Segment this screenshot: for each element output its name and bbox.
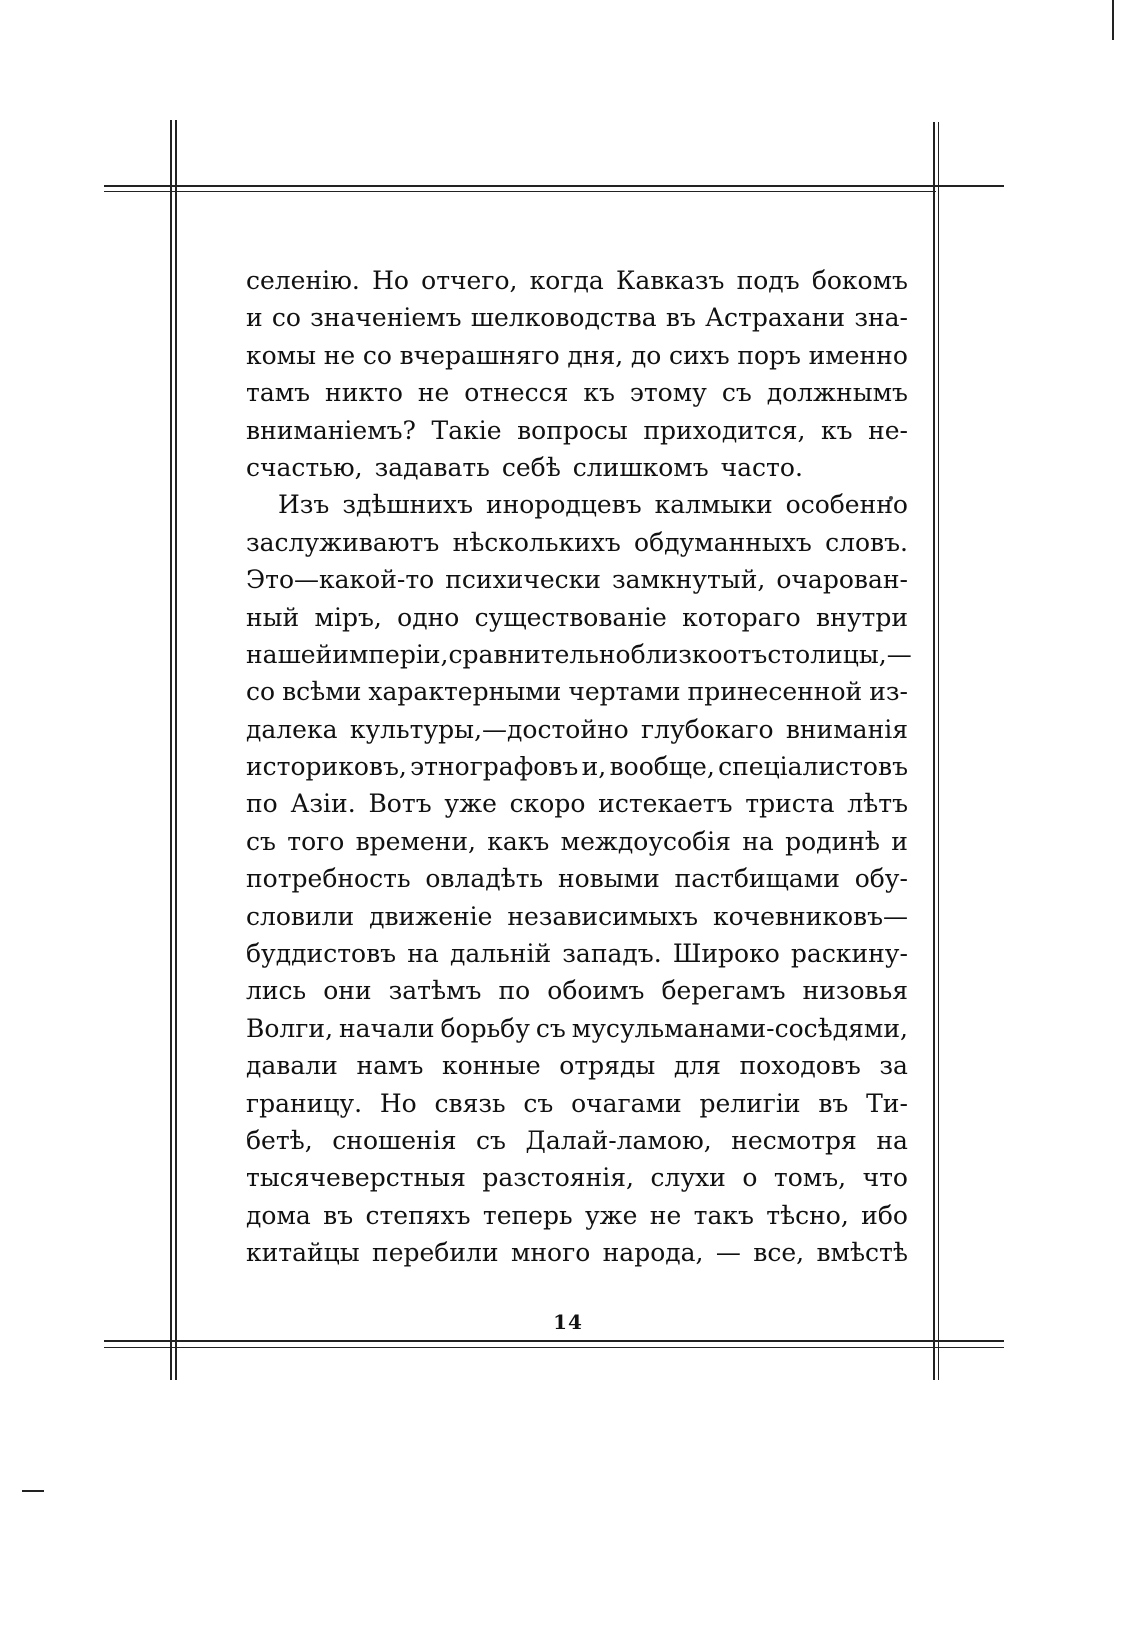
text-line [246,1085,908,1122]
word: по [246,789,278,819]
word: отъ [722,639,768,669]
word: близко [630,639,723,669]
word: китайцы [246,1238,360,1268]
word: о [742,1163,758,1193]
word: міръ, [314,602,382,632]
word: значеніемъ [310,303,462,333]
word: вчерашняго [399,340,560,370]
line-text [246,1197,908,1234]
word: религіи [699,1088,801,1118]
line-text [246,262,908,299]
word: со [362,340,392,370]
word: низовья [802,976,908,1006]
word: сихъ [668,340,730,370]
word: словили [246,901,355,931]
word: инородцевъ [485,490,642,520]
text-line [246,337,908,374]
word: отнесся [464,378,569,408]
word: столицы,— [767,639,912,669]
word: заслуживаютъ [246,527,440,557]
word: что [862,1163,908,1193]
body-text [246,262,912,1272]
word: для [673,1051,721,1081]
line-text [246,898,908,935]
text-line [246,972,908,1009]
word: вообще, [609,752,715,782]
right-border-rule-outer [933,122,935,1380]
word: поръ [737,340,801,370]
word: Но [379,1088,417,1118]
word: когда [529,266,604,295]
word: ибо [861,1200,908,1230]
bottom-border-rule-inner [104,1347,1004,1348]
word: дома [246,1200,311,1230]
word: за [879,1051,908,1081]
word: триста [745,789,835,819]
text-line [246,636,912,673]
word: не [649,1200,682,1230]
word: Это—какой-то [246,565,435,595]
word: культуры,—достойно [349,714,629,744]
text-line [246,785,908,822]
line-text [246,785,908,822]
word: къ [821,415,853,445]
line-text [246,972,908,1009]
word: особенно [785,490,908,520]
word: именно [808,340,908,370]
text-line [246,1197,908,1234]
word: на [407,939,439,969]
word: истекаетъ [598,789,733,819]
word: Кавказъ [615,266,725,295]
text-line [246,935,908,972]
word: очагами [571,1088,682,1118]
word: отчего, [421,266,518,295]
word: начали [338,1013,435,1043]
word: они [323,976,372,1006]
word: ный [246,602,300,632]
word: вопросы [517,415,628,445]
text-line [246,711,908,748]
word: сношенія [332,1125,457,1155]
word: дальній [450,939,552,969]
word: походовъ [739,1051,861,1081]
word: того [287,826,345,856]
word: такъ [693,1200,754,1230]
word: времени, [355,826,476,856]
text-line [246,412,908,449]
line-text [246,561,908,598]
word: Далай-ламою, [525,1125,712,1155]
word: тѣсно, [766,1200,849,1230]
line-text [246,636,912,673]
text-line [246,1159,908,1196]
word: теперь [482,1200,573,1230]
line-text [246,860,908,897]
word: давали [246,1051,338,1081]
word: дня, [567,340,624,370]
word: разстоянія, [482,1163,634,1193]
word: Изъ [278,490,330,520]
word: съ [246,826,276,856]
line-text [246,711,908,748]
line-text [246,599,908,636]
line-text [278,486,908,523]
word: на [876,1125,908,1155]
word: очарован- [776,565,908,595]
word: внутри [816,602,908,632]
word: слишкомъ [572,452,709,482]
word: нѣсколькихъ [452,527,621,557]
line-text [246,1159,908,1196]
text-line [246,524,908,561]
text-line [246,449,908,486]
word: западъ. [562,939,662,969]
word: чертами [568,677,681,707]
word: далека [246,714,338,744]
word: нашей [246,639,333,669]
word: должнымъ [766,378,908,408]
word: конные [441,1051,541,1081]
word: бокомъ [811,266,908,295]
line-text [246,299,908,336]
word: съ [721,378,752,408]
text-line [246,262,908,299]
word: вмѣстѣ [816,1238,908,1268]
word: обу- [854,864,908,894]
line-text [246,823,908,860]
scan-margin-dash [22,1490,44,1492]
line-text [246,337,908,374]
line-text [246,449,908,486]
word: независимыхъ [507,901,699,931]
word: уже [444,789,497,819]
line-text [246,1047,908,1084]
word: комы [246,340,317,370]
text-line [246,1047,908,1084]
page-number-text: 14 [553,1310,583,1334]
word: бетѣ, [246,1125,313,1155]
word: и [891,826,908,856]
word: всѣми [282,677,362,707]
word: глубокаго [641,714,774,744]
word: отряды [559,1051,656,1081]
word: много [510,1238,591,1268]
text-line [246,299,908,336]
line-text [246,673,908,710]
word: кочевниковъ— [712,901,908,931]
word: психически [445,565,601,595]
word: уже [584,1200,638,1230]
word: никто [325,378,403,408]
line-text [246,374,908,411]
word: Ти- [866,1088,908,1118]
word: обоимъ [547,976,645,1006]
word: из- [869,677,908,707]
line-text [246,412,908,449]
word: одно [397,602,460,632]
word: подъ [736,266,800,295]
word: имперіи, [332,639,449,669]
text-line [246,486,908,523]
line-text [246,1234,908,1271]
word: и, [581,752,607,782]
word: связь [434,1088,506,1118]
word: со [271,303,301,333]
text-line [246,1010,908,1047]
text-line [246,823,908,860]
word: съ [535,1013,566,1043]
word: народа, [602,1238,704,1268]
word: въ [323,1200,354,1230]
word: затѣмъ [388,976,482,1006]
word: междоусобія [560,826,731,856]
word: задавать [374,452,490,482]
page-number [0,1310,1140,1334]
word: обдуманныхъ [634,527,812,557]
word: тысячеверстныя [246,1163,466,1193]
text-line [246,673,908,710]
left-border-rule-outer [170,120,172,1380]
word: лѣтъ [847,789,908,819]
word: границу. [246,1088,363,1118]
word: этнографовъ [410,752,579,782]
word: Астрахани [705,303,846,333]
right-border-rule-inner [938,122,939,1380]
word: Широко [672,939,780,969]
word: родинѣ [785,826,880,856]
word: Такіе [431,415,502,445]
text-line [246,898,908,935]
word: движеніе [369,901,493,931]
word: скоро [509,789,586,819]
word: съ [523,1088,554,1118]
word: слухи [650,1163,726,1193]
word: борьбу [440,1013,530,1043]
word: потребность [246,864,411,894]
word: по [498,976,531,1006]
word: овладѣть [425,864,544,894]
word: этому [629,378,707,408]
word: вниманія [785,714,908,744]
word: приходится, [643,415,806,445]
word: буддистовъ [246,939,397,969]
word: сравнительно [448,639,631,669]
line-text [246,1122,908,1159]
word: зна- [854,303,908,333]
word: въ [818,1088,849,1118]
word: себѣ [501,452,561,482]
word: къ [583,378,615,408]
line-text [246,748,908,785]
text-line [246,599,908,636]
word: селенію. [246,266,360,295]
word: калмыки [654,490,773,520]
word: здѣшнихъ [342,490,473,520]
text-line [246,1122,908,1159]
word: пастбищами [674,864,840,894]
word: Волги, [246,1013,334,1043]
word: тамъ [246,378,311,408]
word: Вотъ [368,789,432,819]
word: и [246,303,263,333]
line-text [246,935,908,972]
word: перебили [372,1238,499,1268]
word: Но [372,266,409,295]
word: въ [665,303,696,333]
word: со [246,677,276,707]
bottom-border-rule-outer [104,1340,1004,1342]
text-line [246,1234,908,1271]
word: не [323,340,356,370]
text-line [246,374,908,411]
word: словъ. [825,527,908,557]
word: новыми [557,864,660,894]
word: спеціалистовъ [718,752,908,782]
word: все, [753,1238,805,1268]
left-border-rule-inner [175,120,177,1380]
scan-edge-mark [1112,0,1114,40]
word: не [417,378,450,408]
line-text [246,1010,908,1047]
word: котораго [682,602,801,632]
word: историковъ, [246,752,407,782]
word: принесенной [687,677,863,707]
word: несмотря [731,1125,857,1155]
word: какъ [487,826,550,856]
text-line [246,748,908,785]
word: шелководства [470,303,657,333]
word: существованіе [474,602,667,632]
top-border-rule-outer [104,185,1004,187]
line-text [246,524,908,561]
word: Азіи. [290,789,356,819]
word: берегамъ [661,976,786,1006]
word: мусульманами-сосѣдями, [571,1013,908,1043]
word: лись [246,976,307,1006]
text-line [246,561,908,598]
word: намъ [356,1051,424,1081]
word: характерными [368,677,562,707]
word: томъ, [773,1163,847,1193]
word: раскину- [790,939,908,969]
word: до [630,340,662,370]
word: степяхъ [365,1200,471,1230]
top-border-rule-inner [104,191,936,192]
word: — [715,1238,741,1268]
word: часто. [720,452,803,482]
word: на [742,826,774,856]
word: съ [476,1125,506,1155]
text-line [246,860,908,897]
word: замкнутый, [611,565,766,595]
word: не- [868,415,908,445]
word: вниманіемъ? [246,415,416,445]
line-text [246,1085,908,1122]
word: счастью, [246,452,363,482]
